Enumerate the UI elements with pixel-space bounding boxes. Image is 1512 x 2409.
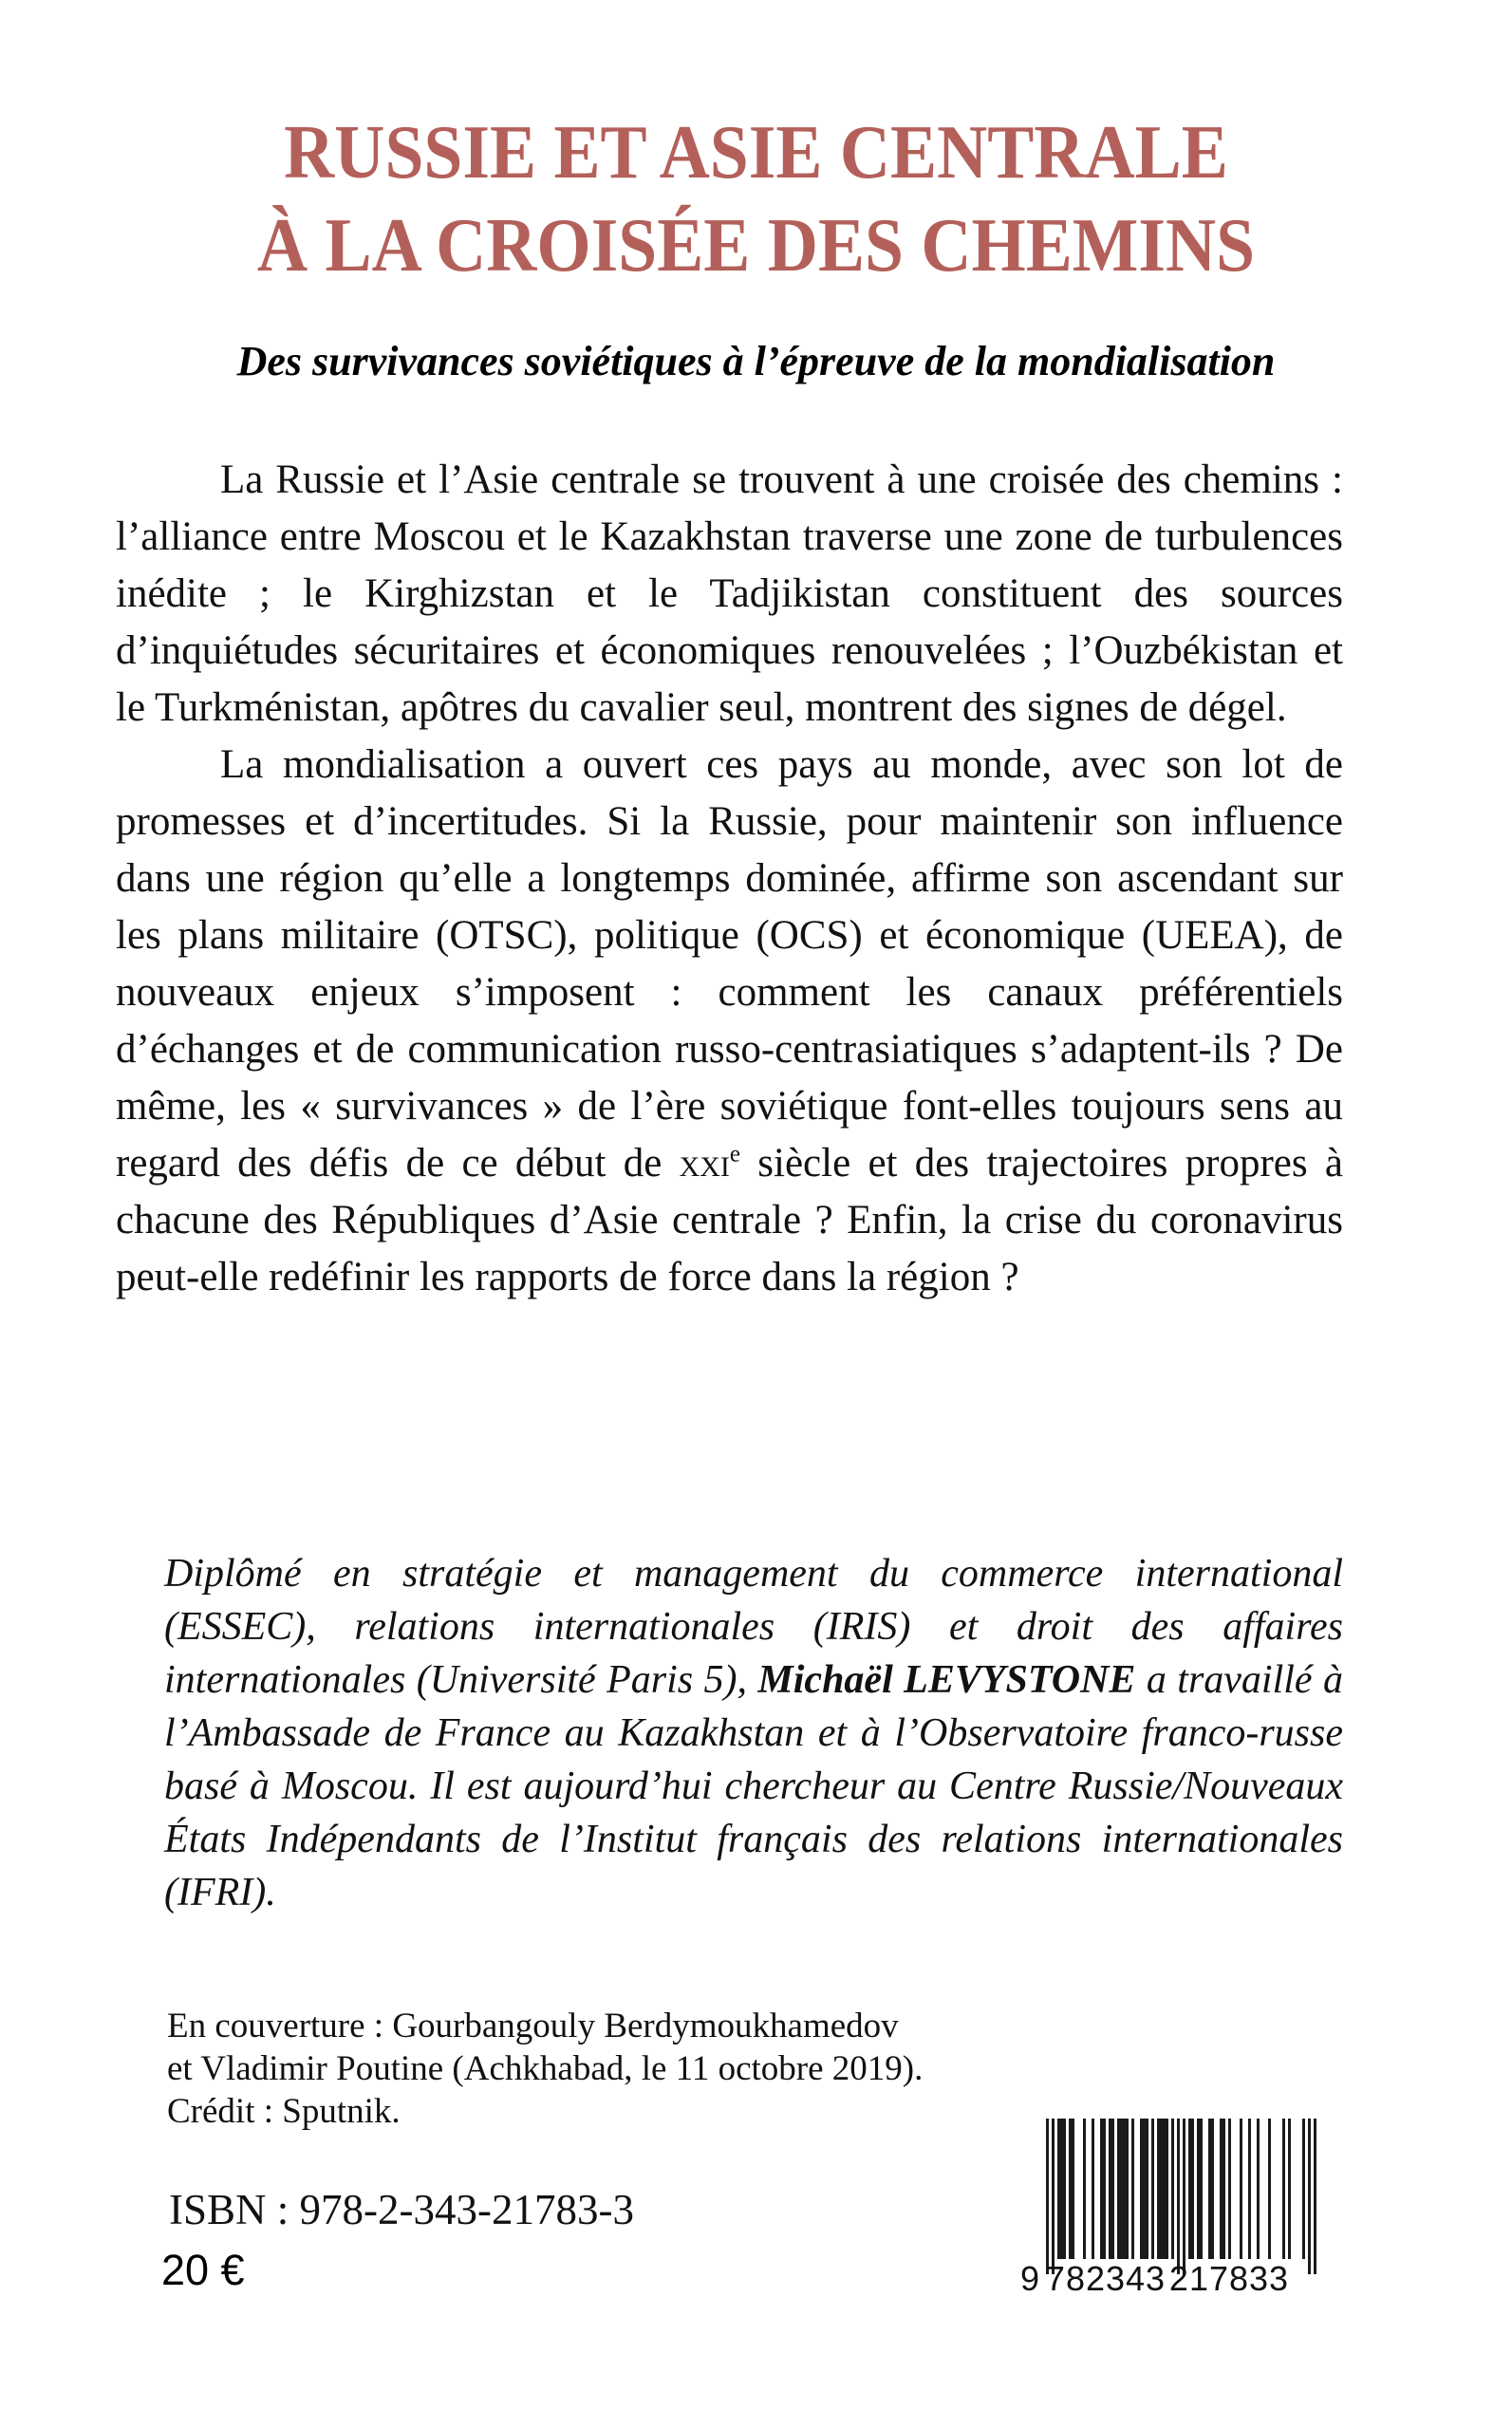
barcode-bars-icon	[1046, 2119, 1316, 2276]
synopsis	[116, 452, 1343, 1306]
price-text: 20 €	[161, 2246, 245, 2294]
synopsis-paragraph-1	[116, 452, 1343, 737]
barcode-digits	[1020, 2259, 1319, 2299]
book-subtitle: Des survivances soviétiques à l’épreuve de la mondialisation	[236, 338, 1276, 384]
author-bio	[164, 1547, 1343, 1919]
ean13-barcode	[1020, 2119, 1319, 2308]
cover-credit	[167, 2005, 1211, 2133]
synopsis-paragraph-2-text-end: siècle et des trajectoires propres à chacune des Républiques d’Asie centrale ? Enfin, la crise du coronavirus peut-elle redéfinir les rapports de force dans la région ?	[116, 1141, 1343, 1299]
book-title-line2: À LA CROISÉE DES CHEMINS	[256, 204, 1256, 288]
book-title	[0, 106, 1512, 292]
synopsis-paragraph-2-text-start: La mondialisation a ouvert ces pays au monde, avec son lot de promesses et d’incertitudes. Si la Russie, pour maintenir son influence dans une région qu’elle a longtemps dominée, affirme son ascendant sur les plans militaire (OTSC), politique (OCS) et économique (UEEA), de nouveaux enjeux s’imposent : comment les canaux préférentiels d’échanges et de communication russo-centrasiatiques s’adaptent-ils ? De même, les « survivances » de l’ère soviétique font-elles toujours sens au regard des défis de ce début de	[116, 742, 1343, 1186]
synopsis-paragraph-2	[116, 737, 1343, 1306]
century-ordinal-superscript: e	[729, 1141, 740, 1167]
author-name: Michaël LEVYSTONE	[757, 1658, 1136, 1702]
author-bio-text-start: Diplômé en stratégie et management du commerce international (ESSEC), relations internationales (IRIS) et droit des affaires internationales (Université Paris 5),	[164, 1552, 1343, 1702]
barcode-digits-right: 217833	[1168, 2259, 1290, 2298]
author-bio-text-end: a travaillé à l’Ambassade de France au Kazakhstan et à l’Observatoire franco-russe basé à Moscou. Il est aujourd’hui chercheur au Centre Russie/Nouveaux États Indépendants de l’Institut français des relations internationales (IFRI).	[164, 1658, 1343, 1914]
isbn-text: ISBN : 978-2-343-21783-3	[169, 2186, 634, 2233]
synopsis-paragraph-1-text: La Russie et l’Asie centrale se trouvent à une croisée des chemins : l’alliance entre Moscou et le Kazakhstan traverse une zone de turbulences inédite ; le Kirghizstan et le Tadjikistan constituent des sources d’inquiétudes sécuritaires et économiques renouvelées ; l’Ouzbékistan et le Turkménistan, apôtres du cavalier seul, montrent des signes de dégel.	[116, 458, 1343, 730]
century-roman-numeral: xxi	[679, 1141, 730, 1186]
cover-credit-line2: et Vladimir Poutine (Achkhabad, le 11 octobre 2019).	[167, 2049, 924, 2088]
cover-credit-line1: En couverture : Gourbangouly Berdymoukhamedov	[167, 2007, 899, 2045]
barcode-digit-lead: 9	[1020, 2259, 1041, 2298]
book-title-line1: RUSSIE ET ASIE CENTRALE	[284, 111, 1228, 195]
cover-credit-line3: Crédit : Sputnik.	[167, 2092, 401, 2131]
barcode-digits-left: 782343	[1045, 2259, 1167, 2298]
